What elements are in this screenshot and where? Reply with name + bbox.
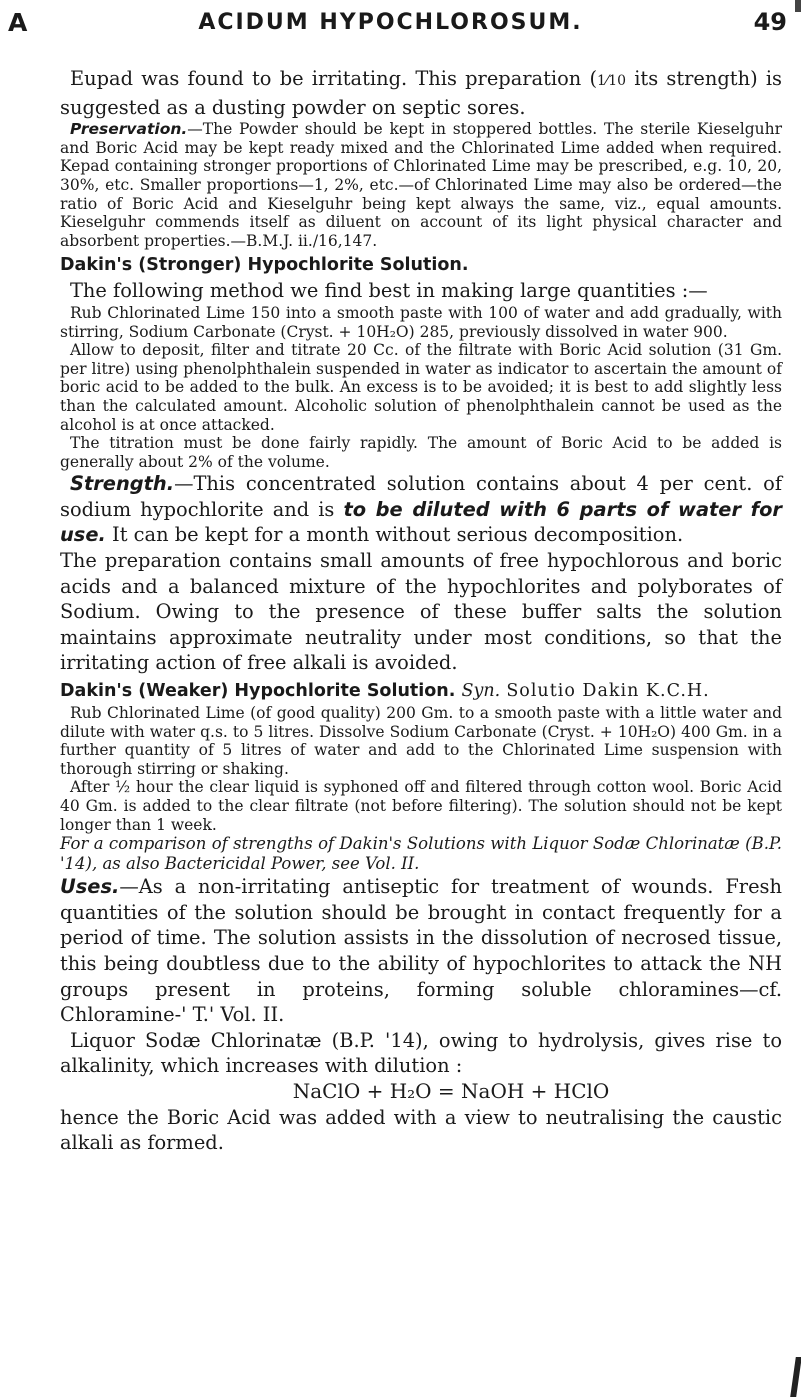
uses-paragraph: Uses.—As a non-irritating antiseptic for treatment of wounds. Fresh quantities of the solution should be brought in contact frequently for a period of time. The solution assists in the dissolution of necrosed tissue, this being doubtless due to the ability of hypochlorites to attack the NH groups present in proteins, forming soluble chloramines—cf. Chloramine-' T.' Vol. II. [60, 875, 782, 1027]
weaker-solution-heading: Dakin's (Weaker) Hypochlorite Solution. Syn. Solutio Dakin K.C.H. [60, 681, 710, 702]
stronger-method-p2: Allow to deposit, filter and titrate 20 Cc. of the filtrate with Boric Acid solution (31 Gm. per litre) using phenolphthalein suspended in water as indicator to ascertain the amount of boric acid to be added to the bulk. An excess is to be avoided; it is best to add slightly less than the calculated amount. Alcoholic solution of phenolphthalein cannot be used as the alcohol is at once attacked. [60, 341, 782, 434]
page-number: 49 [753, 8, 787, 36]
uses-paragraph-3: hence the Boric Acid was added with a view to neutralising the caustic alkali as formed. [60, 1105, 782, 1155]
stronger-method-p1: Rub Chlorinated Lime 150 into a smooth paste with 100 of water and add gradually, with stirring, Sodium Carbonate (Cryst. + 10H₂O) 285, previously dissolved in water 900. [60, 303, 782, 341]
uses-paragraph-2: Liquor Sodæ Chlorinatæ (B.P. '14), owing to hydrolysis, gives rise to alkalinity, which increases with dilution : [60, 1028, 782, 1078]
eupad-paragraph: Eupad was found to be irritating. This preparation (1⁄10 its strength) is suggested as a dusting powder on septic sores. [60, 67, 783, 119]
stronger-method-p3: The titration must be done fairly rapidly. The amount of Boric Acid to be added is generally about 2% of the volume. [60, 434, 782, 471]
running-header [8, 2, 787, 42]
weaker-method-p1: Rub Chlorinated Lime (of good quality) 200 Gm. to a smooth paste with a little water and dilute with water q.s. to 5 litres. Dissolve Sodium Carbonate (Cryst. + 10H₂O) 400 Gm. in a further quantity of 5 litres of water and add to the Chlorinated Lime suspension with thorough stirring or shaking. [60, 704, 782, 778]
page-body [60, 66, 782, 1156]
uses-label: Uses. [60, 875, 120, 899]
header-section-letter: A [8, 7, 28, 37]
strength-label: Strength. [70, 472, 175, 496]
chemical-equation: NaClO + H₂O = NaOH + HClO [292, 1078, 610, 1103]
comparison-note: For a comparison of strengths of Dakin's Solutions with Liquor Sodæ Chlorinatæ (B.P. '14), as also Bactericidal Power, see Vol. II. [60, 834, 782, 874]
preservation-label: Preservation. [70, 120, 188, 139]
header-title: ACIDUM HYPOCHLOROSUM. [198, 9, 583, 35]
weaker-method-p2: After ½ hour the clear liquid is syphoned off and filtered through cotton wool. Boric Acid 40 Gm. is added to the clear filtrate (not before filtering). The solution should not be kept longer than 1 week. [60, 778, 782, 834]
preservation-paragraph: Preservation.—The Powder should be kept in stoppered bottles. The sterile Kieselguhr and Boric Acid may be kept ready mixed and the Chlorinated Lime added when required. Kepad containing stronger proportions of Chlorinated Lime may be prescribed, e.g. 10, 20, 30%, etc. Smaller proportions—1, 2%, etc.—of Chlorinated Lime may also be ordered—the ratio of Boric Acid and Kieselguhr being kept always the same, viz., equal amounts. Kieselguhr commends itself as diluent on account of its light physical character and absorbent properties.—B.M.J. ii./16,147. [60, 120, 782, 250]
stronger-intro: The following method we find best in making large quantities :— [70, 279, 708, 303]
dilution-emphasis: to be diluted with 6 parts of water for use. [60, 497, 782, 547]
page-edge-mark-bottom [790, 1357, 801, 1397]
strength-paragraph-2: The preparation contains small amounts of free hypochlorous and boric acids and a balanced mixture of the hypochlorites and polyborates of Sodium. Owing to the presence of these buffer salts the solution maintains approximate neutrality under most conditions, so that the irritating action of free alkali is avoided. [60, 549, 782, 675]
strength-paragraph: Strength.—This concentrated solution contains about 4 per cent. of sodium hypochlorite and is to be diluted with 6 parts of water for use. It can be kept for a month without serious decomposition. [60, 472, 782, 547]
page-edge-mark [795, 0, 801, 12]
stronger-solution-heading: Dakin's (Stronger) Hypochlorite Solution. [60, 255, 469, 276]
